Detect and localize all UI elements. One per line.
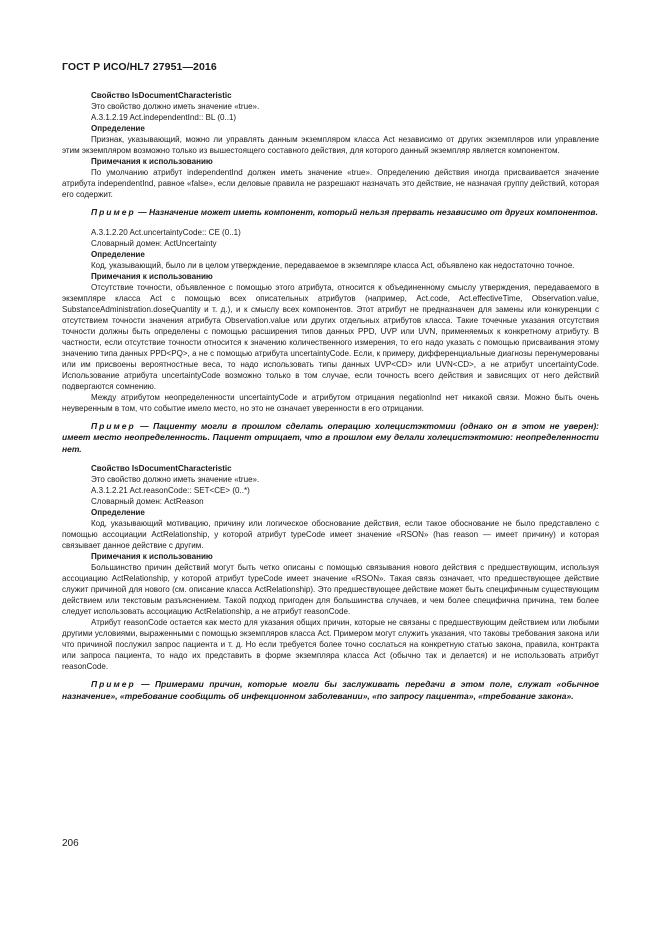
- paragraph: Это свойство должно иметь значение «true».: [91, 102, 260, 111]
- paragraph: A.3.1.2.19 Act.independentInd:: BL (0..1): [91, 113, 237, 122]
- document-body: [62, 90, 599, 711]
- paragraph: A.3.1.2.20 Act.uncertaintyCode:: CE (0..1): [91, 227, 241, 237]
- paragraph: Признак, указывающий, можно ли управлять данным экземпляром класса Act независимо от других экземпляров или управление этим экземпляром возможно только из вышестоящего составного действия, для которого данный экземпляр является компонентом.: [62, 135, 599, 155]
- section-heading: Свойство IsDocumentCharacteristic: [91, 91, 232, 100]
- page-number: 206: [62, 838, 79, 849]
- section-heading: Определение: [91, 124, 145, 133]
- example-label: Пример: [91, 207, 136, 217]
- example-paragraph: [62, 421, 599, 456]
- section-heading: Примечания к использованию: [91, 157, 213, 166]
- section-heading: Примечания к использованию: [91, 552, 213, 562]
- paragraph: A.3.1.2.21 Act.reasonCode:: SET<CE> (0..*): [91, 486, 250, 496]
- document-header: ГОСТ Р ИСО/HL7 27951—2016: [62, 61, 217, 73]
- section-heading: Свойство IsDocumentCharacteristic: [91, 464, 232, 474]
- paragraph: Код, указывающий мотивацию, причину или логическое обоснование действия, если такое обоснование не было представлено с помощью ассоциации ActRelationship, у которой атрибут typeCode имеет значение «RSON» (has reason — имеет причину) и которая связывает данное действие с другим.: [62, 519, 599, 551]
- example-text: — Примерами причин, которые могли бы заслуживать передачи в этом поле, служат «обычное назначение», «требование сообщить об инфекционном заболевании», «по запросу пациента», «требование закона».: [62, 679, 599, 701]
- section-heading: Определение: [91, 508, 145, 518]
- section-heading: Определение: [91, 249, 145, 259]
- example-label: Пример: [91, 679, 136, 690]
- example-label: Пример: [91, 420, 136, 431]
- paragraph: Это свойство должно иметь значение «true».: [91, 475, 260, 485]
- paragraph: Между атрибутом неопределенности uncertaintyCode и атрибутом отрицания negationInd нет никакой связи. Можно быть очень неуверенным в том, что событие имело место, но это не означает уверенности в его отрицании.: [62, 392, 599, 413]
- paragraph: Код, указывающий, было ли в целом утверждение, передаваемое в экземпляре класса Act, объявлено как недостаточно точное.: [91, 260, 575, 270]
- paragraph: Словарный домен: ActReason: [91, 497, 204, 507]
- example-paragraph: [62, 679, 599, 702]
- paragraph: Атрибут reasonCode остается как место для указания общих причин, которые не связаны с предшествующим действием или любыми другими условиями, выраженными с помощью экземпляров класса Act. Примером могут служить указания, что таковы требования закона или что причиной послужил запрос пациента и т. д. Но если требуется более точно сослаться на конкретную статью закона, правила, контракта или запроса пациента, то надо их представить в форме экземпляра класса Act (обычно так и делается) и не использовать атрибут reasonCode.: [62, 618, 599, 672]
- paragraph: По умолчанию атрибут independentInd должен иметь значение «true». Определению действия иногда присваивается значение атрибута independentInd, равное «false», если деловые правила не разрешают назначать это действие, не назначая группу действий, которая его содержит.: [62, 168, 599, 199]
- example-text: — Пациенту могли в прошлом сделать операцию холецистэктомии (однако он в этом не уверен): имеет место неопределенность. Пациент отрицает, что в прошлом ему делали холецистэктомию: неопределенности нет.: [62, 420, 599, 454]
- example-text: — Назначение может иметь компонент, который нельзя прервать независимо от других компонентов.: [135, 207, 598, 217]
- paragraph: Большинство причин действий могут быть четко описаны с помощью связывания нового действия с предшествующим, используя ассоциацию ActRelationship, у которой атрибут typeCode имеет значение «RSON». Такая связь означает, что предшествующее действие служит причиной для нового (см. описание класса ActRelationship). Это предшествующее действие может быть специфичным существующим действием или текстовым разъяснением. Такой подход пригоден для большинства случаев, и чем более специфична причина, тем более следует использовать ассоциацию ActRelationship, а не атрибут reasonCode.: [62, 563, 599, 617]
- section-heading: Примечания к использованию: [91, 271, 213, 281]
- paragraph: Отсутствие точности, объявленное с помощью этого атрибута, относится к объединенному смыслу утверждения, передаваемого в экземпляре класса Act с помощью всех описательных атрибутов (например, Act.code, Act.effectiveTime, Observation.value, SubstanceAdministration.doseQuantity и т. д.), и к смыслу всех компонентов. Этот атрибут не предназначен для замены или конкуренции с отсутствием точности значения атрибута Observation.value или других отдельных атрибутов класса. Такие точечные указания отсутствия точности должны быть определены с помощью расширения типов данных PPD, UVP или UVN, применяемых к конкретному атрибуту. В частности, если отсутствие точности относится к значению количественного измерения, то его надо указать с помощью присваивания этому значению типа данных PPD<PQ>, а не с помощью атрибута uncertaintyCode. Если, к примеру, дифференциальные диагнозы перенумерованы или им присвоены вероятностные веса, то надо использовать типы данных UVP<CD> или UVN<CD>, а не атрибут uncertaintyCode. Использование атрибута uncertaintyCode возможно только в том случае, если точность всего действия и зависящих от него действий подвергаются сомнению.: [62, 282, 599, 391]
- paragraph: Словарный домен: ActUncertainty: [91, 238, 217, 248]
- example-paragraph: [62, 207, 599, 219]
